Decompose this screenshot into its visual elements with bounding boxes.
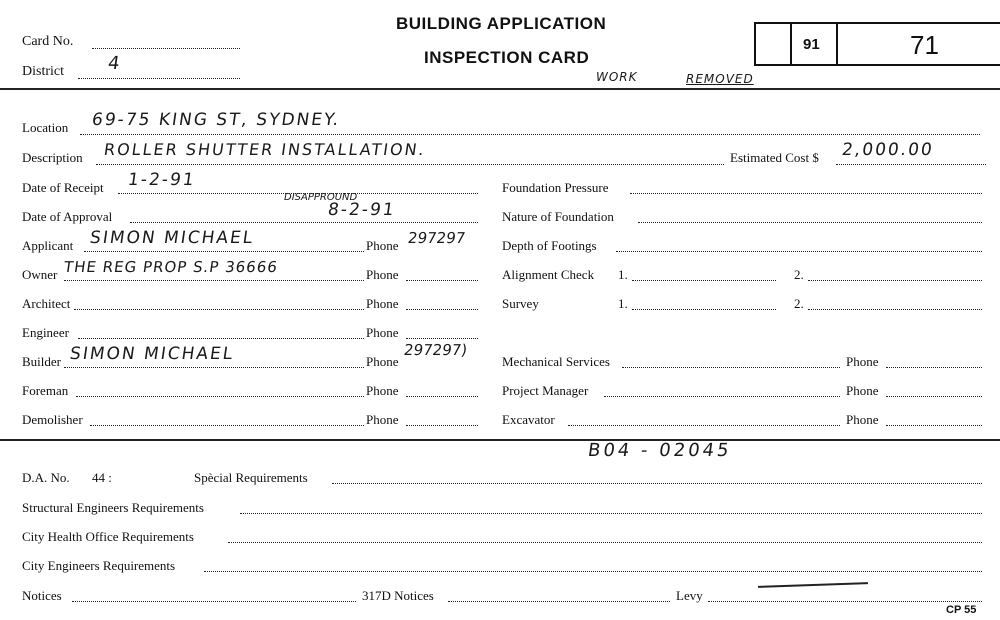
engineer-label: Engineer	[22, 325, 69, 340]
levy-pen-stroke	[758, 582, 868, 588]
alignment-num2: 2.	[794, 267, 804, 282]
alignment-line1	[632, 280, 776, 281]
structural-label: Structural Engineers Requirements	[22, 500, 204, 515]
builder-value: SIMON MICHAEL	[68, 344, 236, 364]
mechanical-label: Mechanical Services	[502, 354, 610, 369]
foundation-pressure-line	[630, 193, 982, 194]
handwritten-reference: B04 - 02045	[586, 440, 733, 461]
form-code: CP 55	[946, 604, 977, 616]
levy-line	[708, 601, 982, 602]
structural-line	[240, 513, 982, 514]
description-line	[96, 164, 724, 165]
alignment-line2	[808, 280, 982, 281]
mechanical-line	[622, 367, 840, 368]
description-label: Description	[22, 150, 83, 165]
survey-line2	[808, 309, 982, 310]
foreman-line	[76, 396, 364, 397]
box-divider-2	[836, 22, 838, 66]
owner-phone-label: Phone	[366, 267, 399, 282]
excavator-phone-line	[886, 425, 982, 426]
header-rule	[0, 88, 1000, 90]
district-value: 4	[106, 53, 123, 74]
project-manager-label: Project Manager	[502, 383, 589, 398]
district-label: District	[22, 64, 64, 79]
architect-phone-label: Phone	[366, 296, 399, 311]
card-no-line	[92, 48, 240, 49]
architect-label: Architect	[22, 296, 71, 311]
health-line	[228, 542, 982, 543]
foreman-label: Foreman	[22, 383, 69, 398]
builder-phone-value: 297297)	[402, 341, 469, 359]
owner-value: THE REG PROP S.P 36666	[62, 258, 280, 276]
notices-317d-label: 317D Notices	[362, 588, 434, 603]
demolisher-phone-line	[406, 425, 478, 426]
owner-line	[64, 280, 364, 281]
survey-line1	[632, 309, 776, 310]
excavator-line	[568, 425, 840, 426]
project-manager-line	[604, 396, 840, 397]
applicant-line	[84, 251, 364, 252]
da-label: D.A. No.	[22, 470, 70, 485]
box-number: 71	[910, 30, 939, 60]
foundation-pressure-label: Foundation Pressure	[502, 180, 609, 195]
survey-num1: 1.	[618, 296, 628, 311]
annotation-removed: REMOVED	[686, 72, 754, 86]
owner-label: Owner	[22, 267, 58, 282]
middle-rule	[0, 439, 1000, 441]
mechanical-phone-label: Phone	[846, 354, 879, 369]
location-value: 69-75 KING ST, SYDNEY.	[90, 110, 342, 130]
depth-footings-label: Depth of Footings	[502, 238, 597, 253]
survey-num2: 2.	[794, 296, 804, 311]
excavator-phone-label: Phone	[846, 412, 879, 427]
date-approval-label: Date of Approval	[22, 209, 113, 224]
architect-phone-line	[406, 309, 478, 310]
levy-label: Levy	[676, 588, 703, 603]
architect-line	[74, 309, 364, 310]
estimated-cost-value: 2,000.00	[840, 140, 936, 160]
city-engineers-line	[204, 571, 982, 572]
date-receipt-value: 1-2-91	[126, 170, 197, 190]
applicant-value: SIMON MICHAEL	[88, 228, 256, 248]
engineer-phone-line	[406, 338, 478, 339]
foreman-phone-label: Phone	[366, 383, 399, 398]
builder-phone-label: Phone	[366, 354, 399, 369]
date-approval-value: 8-2-91	[326, 200, 397, 220]
date-approval-line	[130, 222, 478, 223]
special-req-label: Spècial Requirements	[194, 470, 308, 485]
alignment-check-label: Alignment Check	[502, 267, 595, 282]
title-line2: INSPECTION CARD	[424, 48, 590, 67]
nature-foundation-label: Nature of Foundation	[502, 209, 614, 224]
notices-line	[72, 601, 356, 602]
location-line	[80, 134, 980, 135]
box-year: 91	[803, 36, 820, 53]
applicant-phone-label: Phone	[366, 238, 399, 253]
applicant-label: Applicant	[22, 238, 74, 253]
estimated-cost-label: Estimated Cost $	[730, 150, 819, 165]
card-no-label: Card No.	[22, 34, 74, 49]
project-manager-phone-label: Phone	[846, 383, 879, 398]
applicant-phone-value: 297297	[406, 229, 467, 247]
notices-label: Notices	[22, 588, 62, 603]
foreman-phone-line	[406, 396, 478, 397]
box-divider-1	[790, 22, 792, 66]
excavator-label: Excavator	[502, 412, 555, 427]
description-value: ROLLER SHUTTER INSTALLATION.	[102, 140, 428, 159]
builder-line	[64, 367, 364, 368]
builder-label: Builder	[22, 354, 61, 369]
project-manager-phone-line	[886, 396, 982, 397]
engineer-phone-label: Phone	[366, 325, 399, 340]
location-label: Location	[22, 120, 69, 135]
engineer-line	[78, 338, 364, 339]
demolisher-line	[90, 425, 364, 426]
health-label: City Health Office Requirements	[22, 529, 194, 544]
date-receipt-label: Date of Receipt	[22, 180, 104, 195]
city-engineers-label: City Engineers Requirements	[22, 558, 176, 573]
owner-phone-line	[406, 280, 478, 281]
alignment-num1: 1.	[618, 267, 628, 282]
demolisher-label: Demolisher	[22, 412, 83, 427]
depth-footings-line	[616, 251, 982, 252]
estimated-cost-line	[836, 164, 986, 165]
da-value: 44 :	[92, 470, 112, 485]
date-approval-note: DISAPPROUND	[284, 192, 358, 203]
notices-317d-line	[448, 601, 670, 602]
survey-label: Survey	[502, 296, 539, 311]
nature-foundation-line	[638, 222, 982, 223]
annotation-work: WORK	[596, 70, 638, 84]
special-req-line	[332, 483, 982, 484]
district-line	[78, 78, 240, 79]
demolisher-phone-label: Phone	[366, 412, 399, 427]
title-line1: BUILDING APPLICATION	[396, 14, 607, 33]
mechanical-phone-line	[886, 367, 982, 368]
